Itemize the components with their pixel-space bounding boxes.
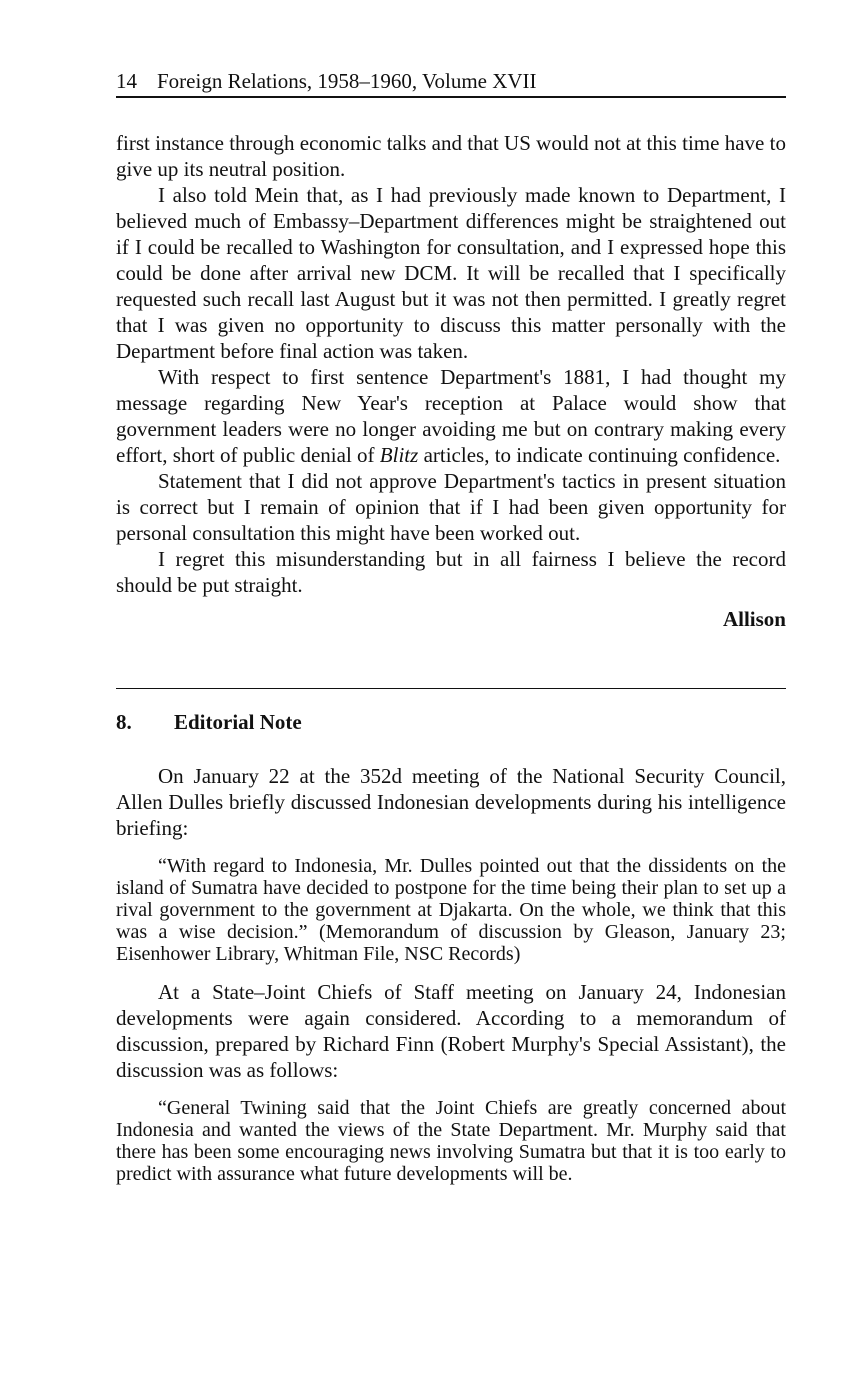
section-title: Editorial Note: [174, 710, 302, 734]
block-quote: “General Twining said that the Joint Chiefs are greatly concerned about Indonesia and wanted the views of the State Department. Mr. Murphy said that there has been some encouraging news involving Sumatra but that it is too early to predict with assurance what future developments will be.: [116, 1097, 786, 1185]
letter-paragraph: I regret this misunderstanding but in all fairness I believe the record should be put straight.: [116, 547, 786, 597]
running-head: [116, 68, 786, 98]
section-heading: [116, 709, 786, 735]
signature: Allison: [722, 607, 786, 631]
block-quote: “With regard to Indonesia, Mr. Dulles pointed out that the dissidents on the island of Sumatra have decided to postpone for the time being their plan to set up a rival government to the government at Djakarta. On the whole, we think that this was a wise decision.” (Memorandum of discussion by Gleason, January 23; Eisenhower Library, Whitman File, NSC Records): [116, 855, 786, 965]
document-page: [116, 68, 786, 1185]
paragraph-text: articles, to indicate continuing confidence.: [418, 443, 781, 467]
letter-body: [116, 130, 786, 632]
letter-paragraph: I also told Mein that, as I had previously made known to Department, I believed much of Embassy–Department differences might be straightened out if I could be recalled to Washington for consultation, and I expressed hope this could be done after arrival new DCM. It will be recalled that I specifically requested such recall last August but it was not then permitted. I greatly regret that I was given no opportunity to discuss this matter personally with the Department before final action was taken.: [116, 183, 786, 363]
page-number: 14: [116, 69, 137, 93]
section-body: [116, 763, 786, 1185]
letter-paragraph: first instance through economic talks and that US would not at this time have to give up its neutral position.: [116, 131, 786, 181]
paragraph-text: With respect to first sentence Department's 1881, I had thought my message regarding New Year's reception at Palace would show that government leaders were no longer avoiding me but on contrary making every effort, short of public denial of: [116, 365, 786, 467]
section-divider: [116, 688, 786, 689]
italic-publication-name: Blitz: [379, 443, 419, 467]
section-paragraph: On January 22 at the 352d meeting of the National Security Council, Allen Dulles briefly discussed Indonesian developments during his intelligence briefing:: [116, 764, 786, 840]
section-paragraph: At a State–Joint Chiefs of Staff meeting on January 24, Indonesian developments were again considered. According to a memorandum of discussion, prepared by Richard Finn (Robert Murphy's Special Assistant), the discussion was as follows:: [116, 980, 786, 1082]
letter-paragraph: Statement that I did not approve Department's tactics in present situation is correct but I remain of opinion that if I had been given opportunity for personal consultation this might have been worked out.: [116, 469, 786, 545]
section-number: 8.: [116, 710, 132, 734]
letter-paragraph-blitz: [116, 364, 786, 468]
running-head-title: Foreign Relations, 1958–1960, Volume XVII: [157, 69, 537, 93]
